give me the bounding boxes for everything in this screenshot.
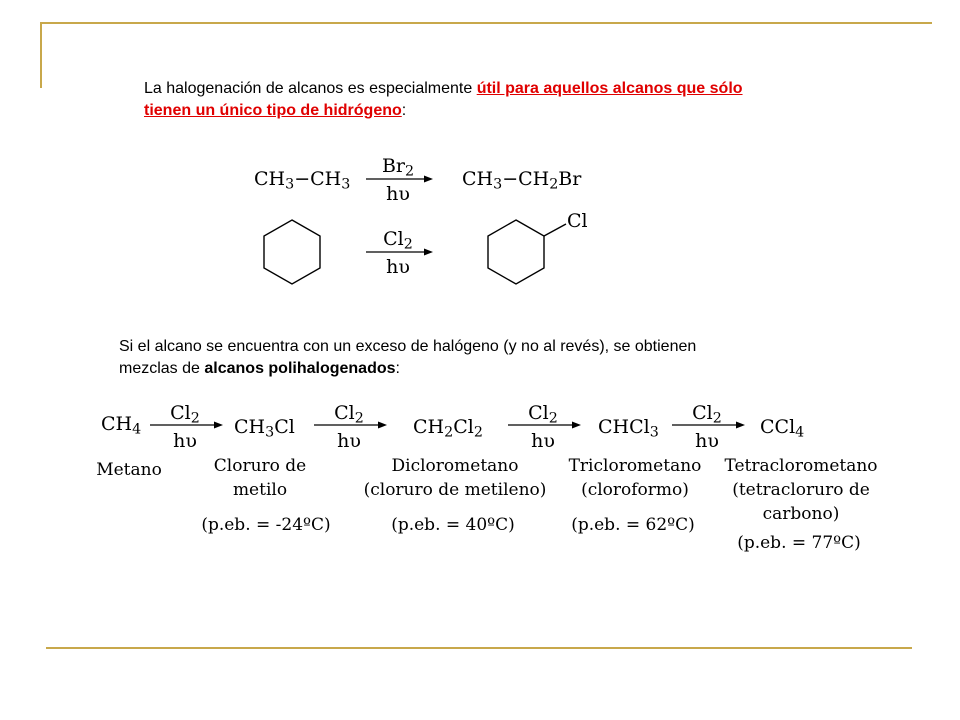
bromoethane-formula: $CH_3-CH_2Br$ — [462, 168, 582, 193]
chloromethane-formula: $CH_3Cl$ — [234, 416, 295, 441]
excess-line-1: Si el alcano se encuentra con un exceso de halógeno (y no al revés), se obtienen — [119, 338, 697, 355]
bp-trichloromethane: (p.eb. = 62ºC) — [571, 515, 695, 535]
name-line: Cloruro de — [213, 456, 307, 476]
name-line: Triclorometano — [568, 456, 702, 476]
methane-formula: $CH_4$ — [101, 413, 142, 438]
intro-post: : — [401, 102, 407, 119]
chlorocyclohexane-ring — [488, 220, 544, 284]
name-chloromethane — [200, 454, 320, 502]
name-trichloromethane — [560, 454, 710, 502]
name-line: (cloruro de metileno) — [363, 480, 547, 500]
ethane-formula: $CH_3-CH_3$ — [254, 168, 351, 193]
bp-dichloromethane: (p.eb. = 40ºC) — [391, 515, 515, 535]
name-line: (tetracloruro de — [732, 480, 870, 500]
chain-reagent-3: $Cl_2$ — [528, 402, 558, 427]
chain-reagent-4: $Cl_2$ — [692, 402, 722, 427]
chloro-substituent: Cl — [567, 210, 588, 232]
name-dichloromethane — [350, 454, 560, 502]
name-line: Diclorometano — [391, 456, 519, 476]
name-tetrachloromethane — [716, 454, 886, 526]
name-line: Metano — [96, 460, 162, 480]
bp-chloromethane: (p.eb. = -24ºC) — [201, 515, 331, 535]
name-line: metilo — [232, 480, 288, 500]
excess-text — [119, 336, 859, 380]
intro-highlight-2: tienen un único tipo de hidrógeno — [144, 102, 402, 119]
dichloromethane-formula: $CH_2Cl_2$ — [413, 416, 483, 441]
trichloromethane-formula: CHCl$_3$ — [598, 416, 659, 441]
reaction2-reagent: $Cl_2$ — [383, 228, 413, 253]
name-line: carbono) — [762, 504, 840, 524]
excess-line-2-pre: mezclas de — [119, 360, 205, 377]
chain-reagent-2: $Cl_2$ — [334, 402, 364, 427]
bp-tetrachloromethane: (p.eb. = 77ºC) — [737, 533, 861, 553]
tetrachloromethane-formula: CCl$_4$ — [760, 416, 805, 441]
chain-condition-4: hυ — [695, 430, 719, 452]
name-line: Tetraclorometano — [724, 456, 878, 476]
chain-reagent-1: $Cl_2$ — [170, 402, 200, 427]
excess-line-2-bold: alcanos polihalogenados — [204, 360, 396, 377]
reaction2-condition: hυ — [386, 256, 410, 278]
reaction1-reagent: $Br_2$ — [381, 155, 415, 180]
chain-condition-1: hυ — [173, 430, 197, 452]
name-line: (cloroformo) — [581, 480, 689, 500]
name-methane — [84, 458, 174, 482]
excess-line-2-post: : — [395, 360, 400, 377]
reaction1-condition: hυ — [386, 183, 410, 205]
intro-highlight-1: útil para aquellos alcanos que sólo — [476, 80, 743, 97]
chain-condition-3: hυ — [531, 430, 555, 452]
chain-condition-2: hυ — [337, 430, 361, 452]
cyclohexane-ring — [264, 220, 320, 284]
intro-pre: La halogenación de alcanos es especialmente — [144, 80, 477, 97]
